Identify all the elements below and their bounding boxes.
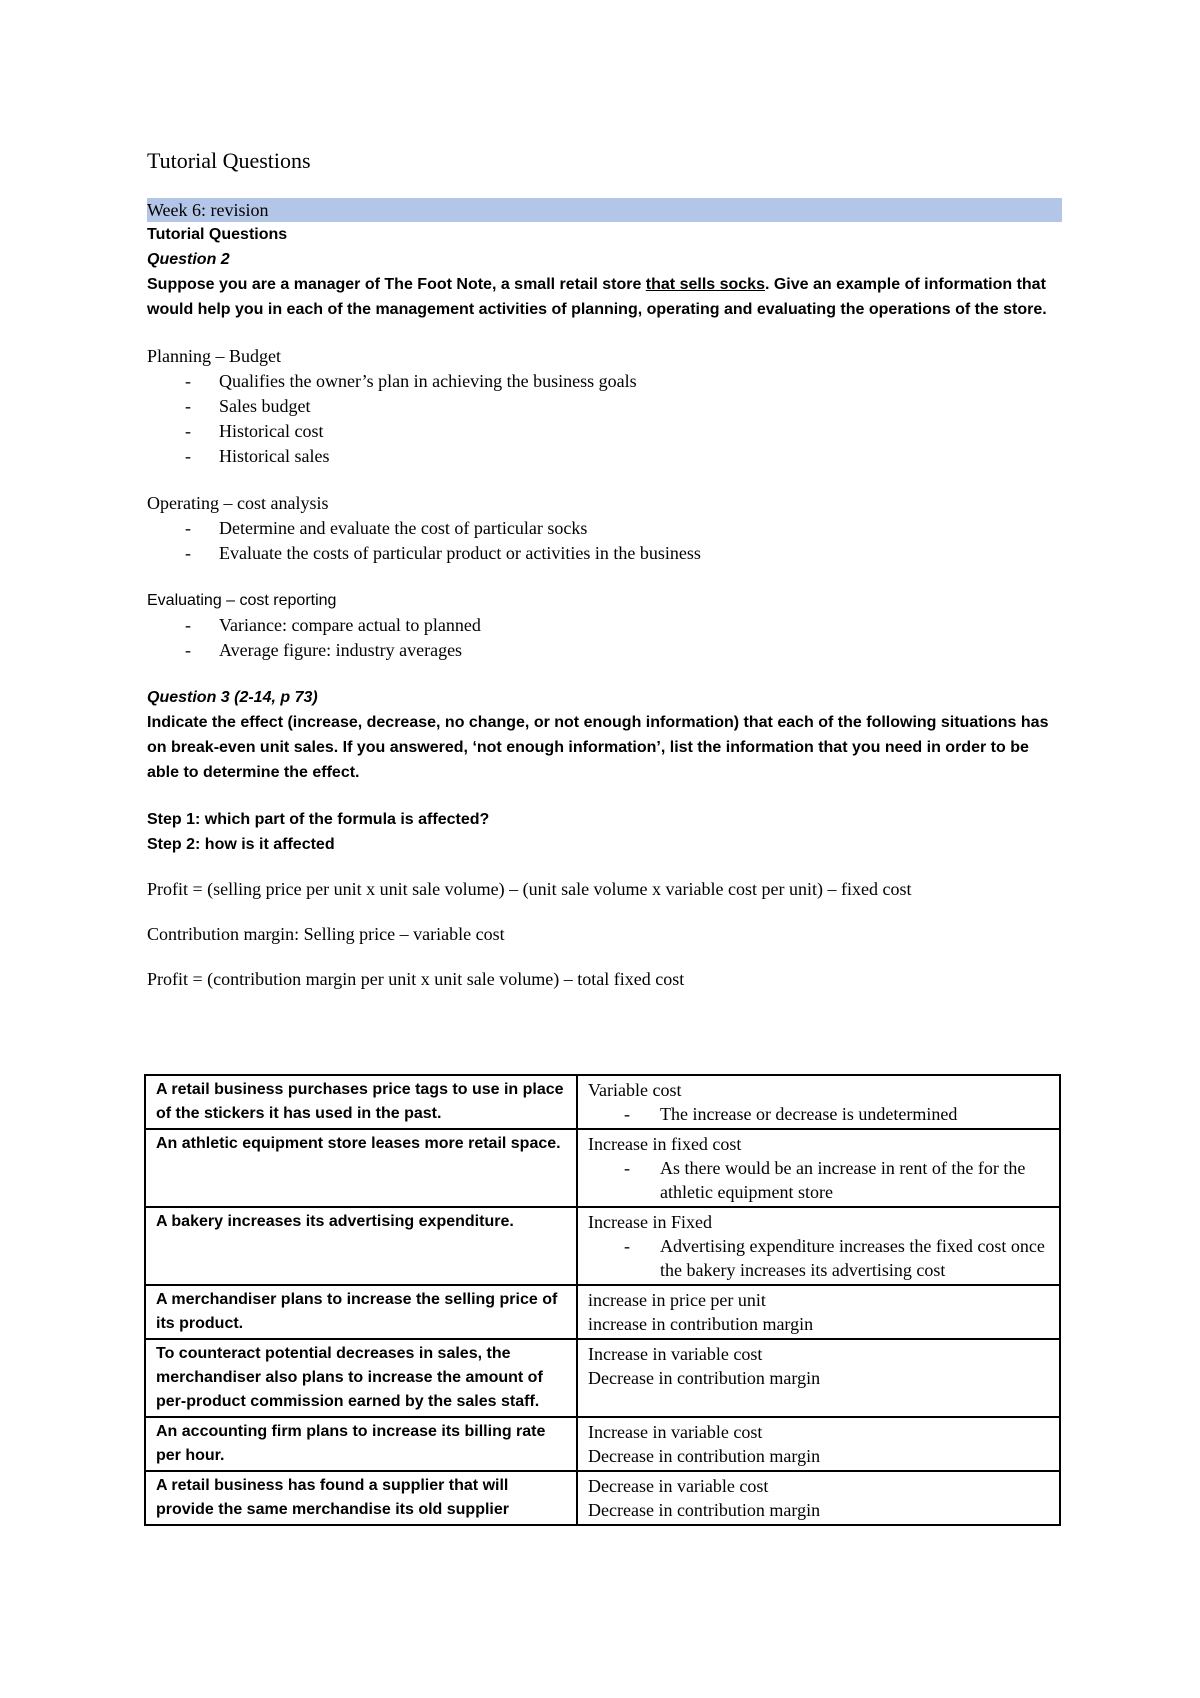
situation-cell: An accounting firm plans to increase its billing rate per hour.: [145, 1417, 577, 1471]
situation-cell: A merchandiser plans to increase the selling price of its product.: [145, 1285, 577, 1339]
contribution-margin-formula: Contribution margin: Selling price – variable cost: [147, 924, 505, 944]
table-row: [145, 1471, 1060, 1525]
effect-cell: [577, 1075, 1060, 1129]
list-item: - Qualifies the owner’s plan in achieving the business goals: [147, 369, 1062, 394]
effect-cell: [577, 1417, 1060, 1471]
effect-line: Decrease in variable cost: [588, 1476, 769, 1496]
effect-line: Decrease in contribution margin: [588, 1368, 821, 1388]
question-2-text-underlined: that sells socks: [645, 276, 765, 293]
list-item: - Historical sales: [147, 444, 1062, 469]
effect-line: Variable cost: [588, 1080, 682, 1100]
effect-cell: [577, 1339, 1060, 1417]
planning-list: [147, 369, 1062, 469]
effect-line: Decrease in contribution margin: [588, 1446, 821, 1466]
effect-cell: [577, 1207, 1060, 1285]
list-item: - Variance: compare actual to planned: [147, 613, 1062, 638]
situation-cell: To counteract potential decreases in sales, the merchandiser also plans to increase the amount of per-product commission earned by the sales staff.: [145, 1339, 577, 1417]
table-row: [145, 1417, 1060, 1471]
operating-heading: Operating – cost analysis: [147, 493, 329, 513]
situation-cell: An athletic equipment store leases more retail space.: [145, 1129, 577, 1207]
step-1: Step 1: which part of the formula is affected?: [147, 811, 490, 828]
week-heading: Week 6: revision: [147, 198, 1062, 222]
list-item: - Average figure: industry averages: [147, 638, 1062, 663]
effect-line: Increase in Fixed: [588, 1212, 712, 1232]
effect-cell: [577, 1285, 1060, 1339]
table-row: [145, 1207, 1060, 1285]
effect-line: increase in contribution margin: [588, 1314, 814, 1334]
table-row: [145, 1075, 1060, 1129]
profit-contribution-formula: Profit = (contribution margin per unit x unit sale volume) – total fixed cost: [147, 969, 685, 989]
effect-bullet: - As there would be an increase in rent of the for the athletic equipment store: [588, 1156, 1049, 1204]
list-item: - Sales budget: [147, 394, 1062, 419]
table-row: [145, 1129, 1060, 1207]
document-content: [147, 148, 1062, 992]
step-2: Step 2: how is it affected: [147, 836, 335, 853]
question-3-label: Question 3 (2-14, p 73): [147, 689, 318, 706]
effect-bullet: - The increase or decrease is undetermined: [588, 1102, 1049, 1126]
question-2-text: [147, 272, 1062, 322]
question-3-text: Indicate the effect (increase, decrease, no change, or not enough information) that each of the following situations has on break-even unit sales. If you answered, ‘not enough information’, list the information that you need in order to be able to determine the effect.: [147, 714, 1049, 781]
effect-line: Increase in variable cost: [588, 1422, 763, 1442]
list-item: - Evaluate the costs of particular product or activities in the business: [147, 541, 1062, 566]
list-item: - Historical cost: [147, 419, 1062, 444]
situation-cell: A retail business purchases price tags to use in place of the stickers it has used in the past.: [145, 1075, 577, 1129]
planning-heading: Planning – Budget: [147, 346, 281, 366]
evaluating-list: [147, 613, 1062, 663]
list-item: - Determine and evaluate the cost of particular socks: [147, 516, 1062, 541]
profit-formula: Profit = (selling price per unit x unit sale volume) – (unit sale volume x variable cost per unit) – fixed cost: [147, 879, 912, 899]
effect-line: Increase in fixed cost: [588, 1134, 742, 1154]
situation-cell: A retail business has found a supplier that will provide the same merchandise its old supplier: [145, 1471, 577, 1525]
effect-line: increase in price per unit: [588, 1290, 766, 1310]
effect-cell: [577, 1471, 1060, 1525]
operating-list: [147, 516, 1062, 566]
effect-line: Decrease in contribution margin: [588, 1500, 821, 1520]
table-row: [145, 1339, 1060, 1417]
effect-line: Increase in variable cost: [588, 1344, 763, 1364]
effect-bullet: - Advertising expenditure increases the fixed cost once the bakery increases its advertising cost: [588, 1234, 1049, 1282]
question-2-text-before: Suppose you are a manager of The Foot Note, a small retail store: [147, 276, 646, 293]
effects-table: [144, 1074, 1061, 1526]
evaluating-heading: Evaluating – cost reporting: [147, 592, 337, 609]
question-2-label: Question 2: [147, 251, 230, 268]
effects-table-body: [145, 1075, 1060, 1525]
situation-cell: A bakery increases its advertising expenditure.: [145, 1207, 577, 1285]
effect-cell: [577, 1129, 1060, 1207]
question-2-text-after: . Give an example of information that would help you in each of the management activities of planning, operating and evaluating the operations of the store.: [147, 276, 1047, 318]
table-row: [145, 1285, 1060, 1339]
section-heading: Tutorial Questions: [147, 226, 288, 243]
document-title: Tutorial Questions: [147, 148, 311, 173]
